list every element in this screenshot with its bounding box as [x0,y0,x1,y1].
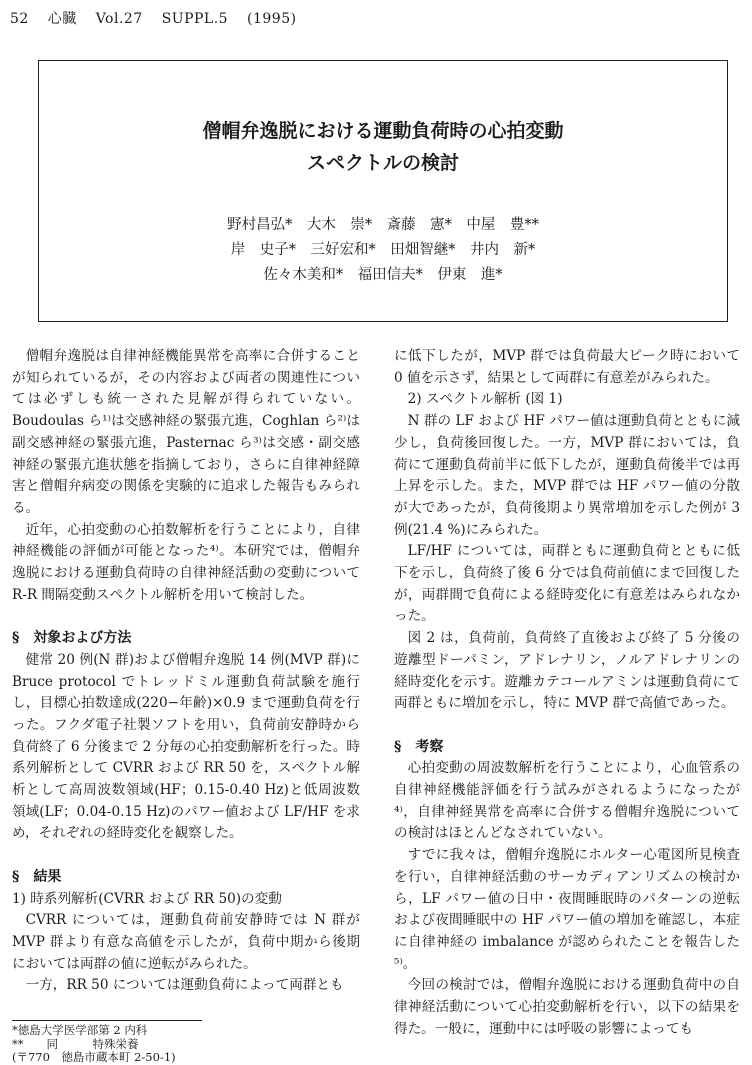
footnote-affiliation-2: ** 同 特殊栄養 [12,1036,139,1051]
authors-line-1: 野村昌弘* 大木 崇* 斎藤 憲* 中屋 豊** [227,217,539,233]
journal-year: (1995) [247,11,297,27]
results-heading: § 結果 [12,868,62,885]
title-line-1: 僧帽弁逸脱における運動負荷時の心拍変動 [202,120,564,142]
footnote-divider [12,1020,202,1021]
results-paragraph-6: 図 2 は，負荷前，負荷終了直後および終了 5 分後の遊離型ドーパミン，アドレナリン，ノルアドレナリンの経時変化を示す。遊離カテコールアミンは運動負荷にて両群ともに増加を示し，特に MVP 群で高値であった。 [394,630,740,712]
discussion-paragraph-3: 今回の検討では，僧帽弁逸脱における運動負荷中の自律神経活動について心拍変動解析を行い，以下の結果を得た。一般に，運動中には呼吸の影響によっても [394,977,740,1037]
discussion-paragraph-1: 心拍変動の周波数解析を行うことにより，心血管系の自律神経機能評価を行う試みがされるようになったが⁴⁾，自律神経異常を高率に合併する僧帽弁逸脱についての検討はほとんどなされていない。 [394,760,740,842]
footnote-affiliation-1: *徳島大学医学部第 2 内科 [12,1023,148,1037]
intro-paragraph-1: 僧帽弁逸脱は自律神経機能異常を高率に合併することが知られているが，その内容および両者の関連性については必ずしも統一された見解が得られていない。Boudoulas ら¹⁾は交感神経の緊張亢進，Coghlan ら²⁾は副交感神経の緊張亢進，Pasternac ら³⁾は交感・副交感神経の緊張亢進状態を指摘しており，さらに自律神経障害と僧帽弁病変の関係を実験的に追求した報告もみられる。 [12,348,360,516]
results-paragraph-3: に低下したが，MVP 群では負荷最大ピーク時において 0 値を示さず，結果として両群に有意差がみられた。 [394,348,740,386]
authors-line-3: 佐々木美和* 福田信夫* 伊東 進* [263,267,503,283]
left-column [12,346,360,997]
intro-paragraph-2: 近年，心拍変動の心拍数解析を行うことにより，自律神経機能の評価が可能となった⁴⁾。本研究では，僧帽弁逸脱における運動負荷時の自律神経活動の変動について R-R 間隔変動スペクトル解析を用いて検討した。 [12,521,360,603]
footnote-address: (〒770 徳島市蔵本町 2-50-1) [12,1050,176,1064]
right-column [394,346,740,1040]
results-paragraph-1: CVRR については，運動負荷前安静時では N 群が MVP 群より有意な高値を示したが，負荷中期から後期においては両群の値に逆転がみられた。 [12,912,360,972]
methods-paragraph: 健常 20 例(N 群)および僧帽弁逸脱 14 例(MVP 群)に Bruce protocol でトレッドミル運動負荷試験を施行し，目標心拍数達成(220−年齢)×0.9 まで運動負荷を行った。フクダ電子社製ソフトを用い，負荷前安静時から負荷終了 6 分後まで 2 分毎の心拍変動解析を行った。時系列解析として CVRR および RR 50 を，スペクトル解析として高周波数領域(HF；0.15-0.40 Hz)と低周波数領域(LF；0.04-0.15 Hz)のパワー値および LF/HF を求め，それぞれの経時変化を観察した。 [12,651,360,842]
methods-heading: § 対象および方法 [12,630,132,647]
authors-line-2: 岸 史子* 三好宏和* 田畑智継* 井内 新* [230,242,536,258]
journal-name: 心臓 [47,11,77,27]
results-subheading-2: 2) スペクトル解析 (図 1) [407,391,563,408]
paper-title [39,115,727,179]
running-header [10,8,311,28]
journal-issue: SUPPL.5 [161,11,229,27]
discussion-paragraph-2: すでに我々は，僧帽弁逸脱にホルター心電図所見検査を行い，自律神経活動のサーカディアンリズムの検討から，LF パワー値の日中・夜間睡眠時のパターンの逆転および夜間睡眠中の HF パワー値の増加を確認し，本症に自律神経の imbalance が認められたことを報告した⁵⁾。 [394,847,740,972]
results-paragraph-2: 一方，RR 50 については運動負荷によって両群とも [25,977,344,994]
page-number: 52 [10,11,29,27]
results-paragraph-4: N 群の LF および HF パワー値は運動負荷とともに減少し，負荷後回復した。一方，MVP 群においては，負荷にて運動負荷前半に低下したが，運動負荷後半では再上昇を示した。また，MVP 群では HF パワー値の分散が大であったが，負荷後期より異常増加を示した例が 3 例(21.4 %)にみられた。 [394,413,740,538]
title-box [38,60,728,322]
discussion-heading: § 考察 [394,738,444,755]
footnotes [12,1024,176,1065]
results-subheading-1: 1) 時系列解析(CVRR および RR 50)の変動 [12,890,282,907]
results-paragraph-5: LF/HF については，両群ともに運動負荷とともに低下を示し，負荷終了後 6 分では負荷前値にまで回復したが，両群間で負荷による経時変化に有意差はみられなかった。 [394,543,740,625]
author-list [39,213,727,288]
title-line-2: スペクトルの検討 [306,152,459,174]
journal-volume: Vol.27 [95,11,143,27]
